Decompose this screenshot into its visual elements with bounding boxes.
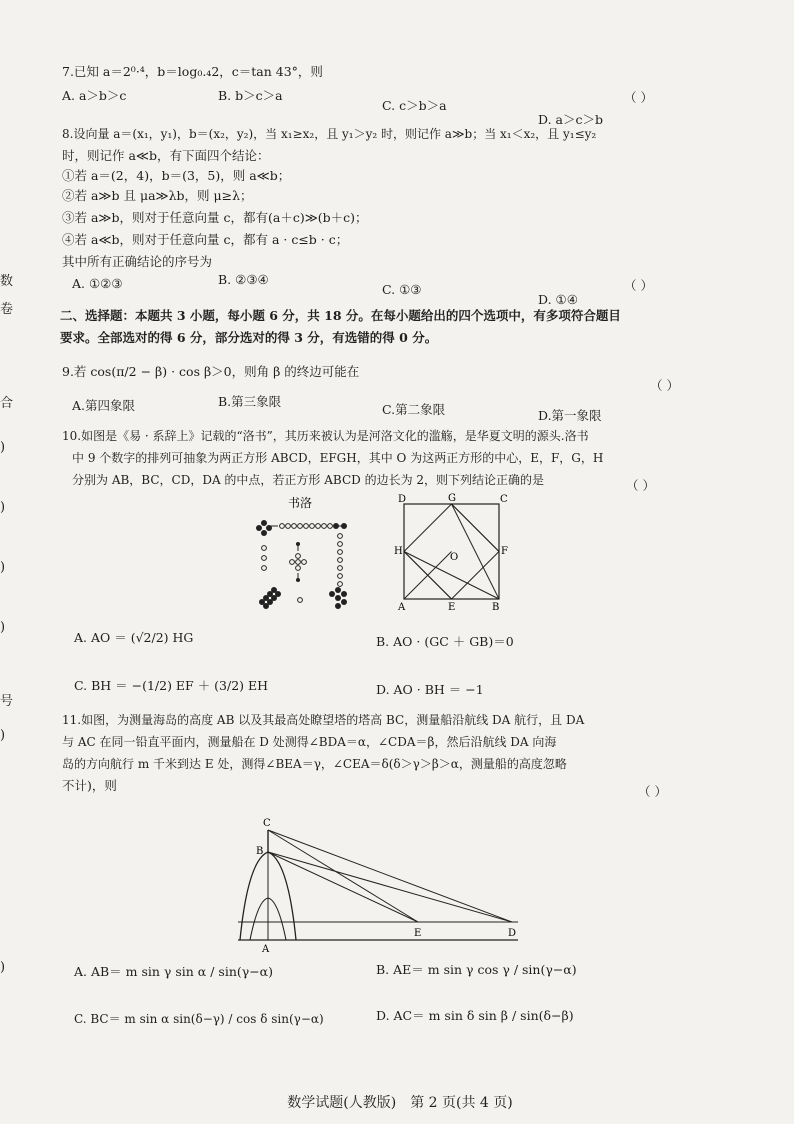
luoshu-dot-group: [256, 520, 347, 609]
q10-stem-cont: 中 9 个数字的排列可抽象为两正方形 ABCD，EFGH，其中 O 为这两正方形的中心，E，F，G，H: [72, 451, 604, 465]
q11-option-c: C. BC＝ m sin α sin(δ−γ) / cos δ sin(γ−α): [74, 1012, 324, 1026]
margin-mark: 合: [0, 396, 14, 411]
q8-option-c: C. ①③: [382, 282, 422, 297]
q9-option-c: C.第二象限: [382, 402, 446, 417]
q7-option-a: A. a＞b＞c: [62, 88, 127, 103]
q9-option-d: D.第一象限: [538, 408, 602, 423]
section-2-rules: 要求。全部选对的得 6 分，部分选对的得 3 分，有选错的得 0 分。: [60, 330, 438, 345]
label-c: C: [263, 818, 271, 829]
label-o: O: [450, 552, 459, 563]
q7-option-b: B. b＞c＞a: [218, 88, 283, 103]
q7-option-c: C. c＞b＞a: [382, 98, 447, 113]
label-h: H: [394, 546, 403, 557]
q10-option-b: B. AO · (GC ＋ GB)＝0: [376, 634, 514, 649]
label-a: A: [398, 602, 406, 613]
margin-mark: ): [0, 620, 6, 635]
island-figure: [230, 810, 530, 960]
label-f: F: [501, 546, 508, 557]
q11-stem-cont-3: 不计)，则: [62, 778, 117, 793]
q8-option-b: B. ②③④: [218, 272, 269, 287]
q10-stem-cont-2: 分别为 AB，BC，CD，DA 的中点，若正方形 ABCD 的边长为 2，则下列结论正确的是: [72, 473, 545, 487]
q8-conclusion-4: ④若 a≪b，则对于任意向量 c，都有 a · c≤b · c；: [62, 232, 349, 247]
q11-stem-cont: 与 AC 在同一铅直平面内，测量船在 D 处测得∠BDA＝α，∠CDA＝β，然后沿航线 DA 向海: [62, 735, 557, 749]
square-figure: [390, 490, 520, 620]
q11-option-b: B. AE＝ m sin γ cos γ / sin(γ−α): [376, 962, 577, 977]
q8-option-a: A. ①②③: [72, 276, 123, 291]
q7-stem: 7.已知 a＝2⁰·⁴，b＝log₀.₄2，c＝tan 43°，则: [62, 64, 323, 79]
q11-stem-cont-2: 岛的方向航行 m 千米到达 E 处，测得∠BEA＝γ，∠CEA＝δ(δ＞γ＞β＞α，测量船的高度忽略: [62, 757, 567, 771]
luoshu-figure: [240, 490, 370, 620]
q10-answer-paren: （ ）: [626, 478, 655, 493]
q10-option-c: C. BH ＝ −(1/2) EF ＋ (3/2) EH: [74, 678, 269, 693]
q8-conclusion-2: ②若 a≫b 且 μa≫λb，则 μ≥λ；: [62, 188, 253, 203]
q11-option-a: A. AB＝ m sin γ sin α / sin(γ−α): [74, 964, 274, 979]
margin-mark: ): [0, 440, 6, 455]
q9-option-b: B.第三象限: [218, 394, 282, 409]
q9-answer-paren: （ ）: [650, 378, 679, 393]
label-g: G: [448, 493, 456, 504]
page-footer: 数学试题(人教版) 第 2 页(共 4 页): [287, 1095, 513, 1111]
luoshu-title: 书洛: [288, 496, 313, 510]
q8-conclusion-3: ③若 a≫b，则对于任意向量 c，都有(a＋c)≫(b＋c)；: [62, 210, 368, 225]
q10-option-a: A. AO ＝ (√2/2) HG: [74, 630, 194, 645]
section-2-header: 二、选择题：本题共 3 小题，每小题 6 分，共 18 分。在每小题给出的四个选项中，有多项符合题目: [60, 308, 621, 323]
q11-stem: 11.如图，为测量海岛的高度 AB 以及其最高处瞭望塔的塔高 BC，测量船沿航线 DA 航行，且 DA: [62, 713, 585, 727]
label-b: B: [492, 602, 500, 613]
q9-stem: 9.若 cos(π/2 − β) · cos β＞0，则角 β 的终边可能在: [62, 364, 360, 379]
q10-stem: 10.如图是《易 · 系辞上》记载的“洛书”，其历来被认为是河洛文化的滥觞，是华夏文明的源头.洛书: [62, 429, 589, 443]
q7-option-d: D. a＞c＞b: [538, 112, 603, 127]
q8-stem-cont: 时，则记作 a≪b，有下面四个结论：: [62, 148, 270, 163]
margin-mark: 号: [0, 694, 14, 709]
q11-option-d: D. AC＝ m sin δ sin β / sin(δ−β): [376, 1008, 574, 1023]
margin-mark: 卷: [0, 302, 14, 317]
q11-answer-paren: （ ）: [638, 784, 667, 799]
q8-stem: 8.设向量 a＝(x₁，y₁)，b＝(x₂，y₂)，当 x₁≥x₂，且 y₁＞y₂ 时，则记作 a≫b；当 x₁＜x₂，且 y₁≤y₂: [62, 127, 597, 141]
label-b: B: [256, 846, 264, 857]
label-d: D: [398, 494, 407, 505]
q8-option-d: D. ①④: [538, 292, 578, 307]
margin-mark: 数: [0, 274, 14, 289]
q9-option-a: A.第四象限: [72, 398, 136, 413]
q8-conclusion-1: ①若 a＝(2，4)，b＝(3，5)，则 a≪b；: [62, 168, 291, 183]
label-c: C: [500, 494, 508, 505]
label-d: D: [508, 928, 517, 939]
label-e: E: [448, 602, 456, 613]
margin-mark: ): [0, 960, 6, 975]
q7-answer-paren: （ ）: [624, 90, 653, 105]
margin-mark: ): [0, 560, 6, 575]
label-e: E: [414, 928, 422, 939]
q10-option-d: D. AO · BH ＝ −1: [376, 682, 484, 697]
margin-mark: ): [0, 500, 6, 515]
q8-answer-paren: （ ）: [624, 278, 653, 293]
label-a: A: [262, 944, 270, 955]
q8-question: 其中所有正确结论的序号为: [62, 254, 213, 269]
margin-mark: ): [0, 728, 6, 743]
